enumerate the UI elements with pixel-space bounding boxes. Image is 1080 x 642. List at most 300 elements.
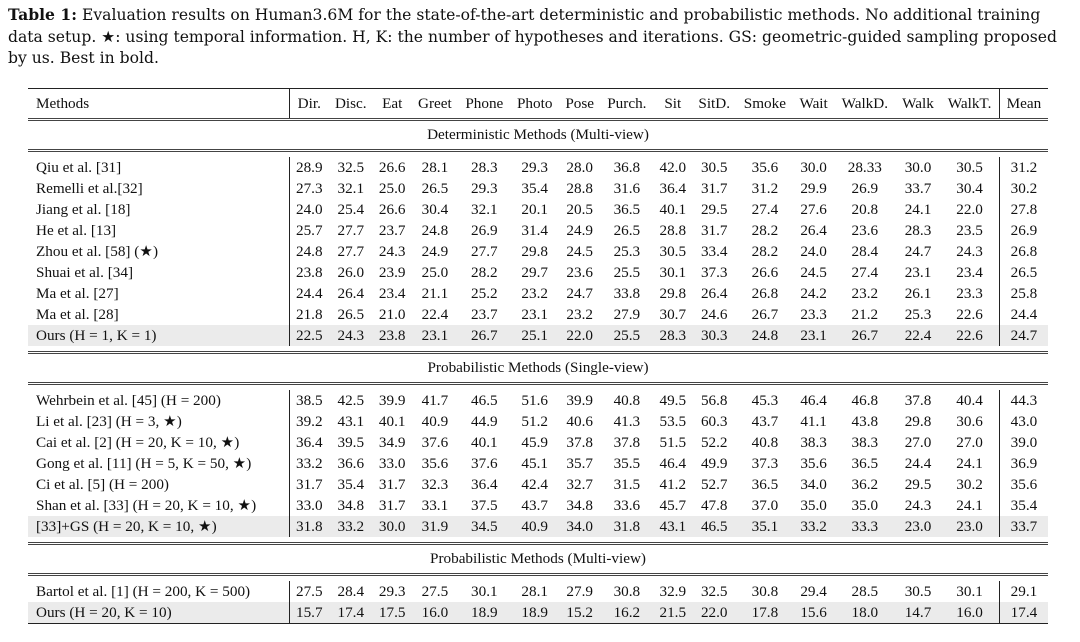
value-cell: 43.7 <box>751 413 779 430</box>
value-cell: 26.6 <box>378 201 406 218</box>
value-cell: 23.2 <box>521 285 548 302</box>
value-cell: 43.0 <box>999 411 1048 432</box>
table-row-ours <box>28 516 1048 537</box>
results-table <box>28 88 1048 624</box>
value-cell: 35.4 <box>521 180 548 197</box>
value-cell: 37.6 <box>421 434 449 451</box>
value-cell: 46.8 <box>851 392 879 409</box>
value-cell: 35.6 <box>800 455 827 472</box>
value-cell: 29.8 <box>659 285 687 302</box>
value-cell: 25.1 <box>510 325 559 346</box>
value-cell: 27.8 <box>999 199 1048 220</box>
value-cell: 29.7 <box>521 264 548 281</box>
value-cell: 25.3 <box>904 306 932 323</box>
method-cell: Bartol et al. [1] (H = 200, K = 500) <box>28 581 290 602</box>
value-cell: 31.6 <box>613 180 641 197</box>
method-cell: Wehrbein et al. [45] (H = 200) <box>28 390 290 411</box>
value-cell: 24.1 <box>956 455 983 472</box>
value-cell: 30.1 <box>956 583 983 600</box>
value-cell: 29.5 <box>700 201 728 218</box>
value-cell: 25.3 <box>613 243 641 260</box>
table-row <box>28 495 1048 516</box>
value-cell: 45.7 <box>659 497 687 514</box>
value-cell: 26.5 <box>613 222 641 239</box>
value-cell: 30.5 <box>700 159 728 176</box>
value-cell: 23.3 <box>800 306 827 323</box>
value-cell: 30.5 <box>904 583 932 600</box>
value-cell: 29.8 <box>904 413 932 430</box>
value-cell: 27.4 <box>751 201 779 218</box>
value-cell: 18.9 <box>458 602 510 624</box>
table-row-ours <box>28 602 1048 624</box>
value-cell: 43.1 <box>337 413 365 430</box>
value-cell: 46.5 <box>471 392 498 409</box>
method-cell: Shan et al. [33] (H = 20, K = 10, ★) <box>28 495 290 516</box>
value-cell: 23.1 <box>411 325 458 346</box>
value-cell: 39.2 <box>295 413 323 430</box>
value-cell: 35.0 <box>851 497 879 514</box>
value-cell: 36.5 <box>851 455 879 472</box>
value-cell: 24.5 <box>800 264 827 281</box>
value-cell: 30.0 <box>800 159 827 176</box>
value-cell: 27.0 <box>956 434 983 451</box>
value-cell: 27.5 <box>421 583 449 600</box>
value-cell: 16.0 <box>940 602 999 624</box>
value-cell: 37.0 <box>751 497 779 514</box>
value-cell: 33.0 <box>295 497 323 514</box>
value-cell: 24.7 <box>999 325 1048 346</box>
value-cell: 44.9 <box>471 413 498 430</box>
value-cell: 30.8 <box>613 583 641 600</box>
value-cell: 29.8 <box>521 243 548 260</box>
value-cell: 23.2 <box>851 285 879 302</box>
value-cell: 31.7 <box>700 180 728 197</box>
value-cell: 28.2 <box>751 222 779 239</box>
value-cell: 24.2 <box>800 285 827 302</box>
value-cell: 26.8 <box>999 241 1048 262</box>
value-cell: 39.0 <box>999 432 1048 453</box>
value-cell: 36.4 <box>659 180 687 197</box>
value-cell: 21.1 <box>421 285 449 302</box>
value-cell: 23.1 <box>521 306 548 323</box>
value-cell: 22.4 <box>896 325 940 346</box>
value-cell: 26.7 <box>834 325 896 346</box>
caption-text: Evaluation results on Human3.6M for the state-of-the-art deterministic and probabilistic methods. No additional training data setup. ★: using temporal information. H, K: the number of hypotheses and iterations. GS: geometric-guided sampling proposed by us. Best in bold. <box>8 6 1057 67</box>
value-cell: 31.2 <box>999 157 1048 178</box>
value-cell: 51.2 <box>521 413 548 430</box>
value-cell: 40.9 <box>510 516 559 537</box>
value-cell: 23.1 <box>793 325 834 346</box>
value-cell: 30.2 <box>999 178 1048 199</box>
value-cell: 36.5 <box>613 201 641 218</box>
method-cell: He et al. [13] <box>28 220 290 241</box>
value-cell: 31.9 <box>411 516 458 537</box>
value-cell: 41.2 <box>659 476 687 493</box>
value-cell: 35.0 <box>800 497 827 514</box>
value-cell: 16.0 <box>411 602 458 624</box>
value-cell: 23.5 <box>956 222 983 239</box>
value-cell: 40.1 <box>471 434 498 451</box>
method-cell: Shuai et al. [34] <box>28 262 290 283</box>
value-cell: 24.4 <box>999 304 1048 325</box>
value-cell: 31.7 <box>378 476 406 493</box>
value-cell: 27.9 <box>566 583 593 600</box>
value-cell: 41.3 <box>613 413 641 430</box>
value-cell: 24.0 <box>295 201 323 218</box>
value-cell: 28.8 <box>659 222 687 239</box>
value-cell: 30.8 <box>751 583 779 600</box>
value-cell: 23.9 <box>378 264 406 281</box>
column-header: SitD. <box>698 95 731 112</box>
value-cell: 18.0 <box>834 602 896 624</box>
value-cell: 36.2 <box>851 476 879 493</box>
section-title: Probabilistic Methods (Multi-view) <box>28 544 1048 575</box>
value-cell: 38.5 <box>295 392 323 409</box>
value-cell: 24.3 <box>956 243 983 260</box>
value-cell: 23.8 <box>373 325 411 346</box>
value-cell: 31.8 <box>290 516 329 537</box>
value-cell: 14.7 <box>896 602 940 624</box>
value-cell: 28.5 <box>851 583 879 600</box>
column-header: Smoke <box>743 95 786 112</box>
value-cell: 28.1 <box>521 583 548 600</box>
value-cell: 35.7 <box>566 455 593 472</box>
column-header: Greet <box>418 95 452 112</box>
table-row <box>28 178 1048 199</box>
value-cell: 17.4 <box>999 602 1048 624</box>
value-cell: 26.0 <box>337 264 365 281</box>
value-cell: 34.8 <box>566 497 593 514</box>
value-cell: 28.4 <box>337 583 365 600</box>
table-row <box>28 241 1048 262</box>
method-cell: Qiu et al. [31] <box>28 157 290 178</box>
value-cell: 42.0 <box>659 159 687 176</box>
table-row <box>28 157 1048 178</box>
value-cell: 27.7 <box>337 222 365 239</box>
value-cell: 41.1 <box>800 413 827 430</box>
column-header: Sit <box>664 95 682 112</box>
value-cell: 28.2 <box>471 264 498 281</box>
value-cell: 52.2 <box>700 434 728 451</box>
method-cell: Remelli et al.[32] <box>28 178 290 199</box>
value-cell: 26.6 <box>378 159 406 176</box>
value-cell: 34.8 <box>337 497 365 514</box>
value-cell: 35.5 <box>613 455 641 472</box>
value-cell: 20.1 <box>521 201 548 218</box>
table-body <box>28 120 1048 624</box>
value-cell: 39.9 <box>566 392 593 409</box>
value-cell: 31.7 <box>378 497 406 514</box>
value-cell: 22.5 <box>290 325 329 346</box>
table-row <box>28 411 1048 432</box>
value-cell: 24.0 <box>800 243 827 260</box>
value-cell: 23.0 <box>896 516 940 537</box>
value-cell: 37.5 <box>471 497 498 514</box>
value-cell: 37.8 <box>904 392 932 409</box>
value-cell: 24.9 <box>421 243 449 260</box>
value-cell: 32.3 <box>421 476 449 493</box>
value-cell: 28.1 <box>421 159 449 176</box>
method-cell: Ci et al. [5] (H = 200) <box>28 474 290 495</box>
value-cell: 15.6 <box>793 602 834 624</box>
value-cell: 43.7 <box>521 497 548 514</box>
value-cell: 26.5 <box>337 306 365 323</box>
value-cell: 45.1 <box>521 455 548 472</box>
value-cell: 24.4 <box>295 285 323 302</box>
value-cell: 32.5 <box>700 583 728 600</box>
value-cell: 23.6 <box>851 222 879 239</box>
value-cell: 33.3 <box>834 516 896 537</box>
value-cell: 27.4 <box>851 264 879 281</box>
value-cell: 26.9 <box>851 180 879 197</box>
table-row <box>28 262 1048 283</box>
value-cell: 38.3 <box>851 434 879 451</box>
value-cell: 21.8 <box>295 306 323 323</box>
section-title-row <box>28 353 1048 384</box>
value-cell: 22.6 <box>956 306 983 323</box>
value-cell: 27.7 <box>337 243 365 260</box>
value-cell: 24.7 <box>566 285 593 302</box>
value-cell: 23.4 <box>956 264 983 281</box>
section-title-row <box>28 544 1048 575</box>
value-cell: 28.8 <box>566 180 593 197</box>
value-cell: 29.1 <box>999 581 1048 602</box>
value-cell: 60.3 <box>700 413 728 430</box>
table-row <box>28 453 1048 474</box>
value-cell: 56.8 <box>700 392 728 409</box>
value-cell: 41.7 <box>421 392 449 409</box>
column-header: Disc. <box>334 95 367 112</box>
value-cell: 32.1 <box>337 180 365 197</box>
value-cell: 40.8 <box>613 392 641 409</box>
caption-label: Table 1: <box>8 5 77 24</box>
value-cell: 33.8 <box>613 285 641 302</box>
value-cell: 30.1 <box>471 583 498 600</box>
value-cell: 39.9 <box>378 392 406 409</box>
method-cell: Ours (H = 20, K = 10) <box>28 602 290 624</box>
section-title-row <box>28 120 1048 151</box>
value-cell: 23.3 <box>956 285 983 302</box>
value-cell: 17.5 <box>373 602 411 624</box>
value-cell: 28.9 <box>295 159 323 176</box>
value-cell: 28.2 <box>751 243 779 260</box>
value-cell: 37.3 <box>751 455 779 472</box>
value-cell: 38.3 <box>800 434 827 451</box>
value-cell: 37.3 <box>700 264 728 281</box>
value-cell: 30.5 <box>956 159 983 176</box>
value-cell: 29.5 <box>904 476 932 493</box>
value-cell: 23.1 <box>904 264 932 281</box>
value-cell: 20.8 <box>851 201 879 218</box>
method-cell: Zhou et al. [58] (★) <box>28 241 290 262</box>
table-row <box>28 390 1048 411</box>
value-cell: 44.3 <box>999 390 1048 411</box>
value-cell: 28.3 <box>654 325 692 346</box>
value-cell: 21.5 <box>654 602 692 624</box>
column-header: WalkD. <box>841 95 889 112</box>
value-cell: 32.5 <box>337 159 365 176</box>
value-cell: 49.5 <box>659 392 687 409</box>
value-cell: 36.9 <box>999 453 1048 474</box>
value-cell: 30.7 <box>659 306 687 323</box>
value-cell: 23.4 <box>378 285 406 302</box>
section-title: Deterministic Methods (Multi-view) <box>28 120 1048 151</box>
value-cell: 24.4 <box>904 455 932 472</box>
value-cell: 30.3 <box>692 325 736 346</box>
value-cell: 27.0 <box>904 434 932 451</box>
value-cell: 46.4 <box>800 392 827 409</box>
table-row <box>28 220 1048 241</box>
value-cell: 30.0 <box>904 159 932 176</box>
value-cell: 33.6 <box>613 497 641 514</box>
value-cell: 25.0 <box>421 264 449 281</box>
value-cell: 26.7 <box>458 325 510 346</box>
value-cell: 31.7 <box>295 476 323 493</box>
value-cell: 26.9 <box>999 220 1048 241</box>
value-cell: 23.0 <box>940 516 999 537</box>
value-cell: 45.3 <box>751 392 779 409</box>
value-cell: 33.2 <box>793 516 834 537</box>
value-cell: 51.6 <box>521 392 548 409</box>
value-cell: 32.1 <box>471 201 498 218</box>
value-cell: 34.9 <box>378 434 406 451</box>
value-cell: 15.7 <box>290 602 329 624</box>
column-header: Phone <box>465 95 504 112</box>
value-cell: 35.6 <box>421 455 449 472</box>
value-cell: 35.6 <box>999 474 1048 495</box>
value-cell: 23.7 <box>471 306 498 323</box>
table-row <box>28 283 1048 304</box>
value-cell: 24.8 <box>736 325 793 346</box>
table-row <box>28 199 1048 220</box>
value-cell: 32.9 <box>659 583 687 600</box>
column-header: Purch. <box>607 95 647 112</box>
table-caption <box>8 4 1076 70</box>
value-cell: 52.7 <box>700 476 728 493</box>
value-cell: 21.2 <box>851 306 879 323</box>
value-cell: 24.7 <box>904 243 932 260</box>
value-cell: 21.0 <box>378 306 406 323</box>
method-cell: Ma et al. [27] <box>28 283 290 304</box>
value-cell: 31.7 <box>700 222 728 239</box>
value-cell: 30.4 <box>956 180 983 197</box>
value-cell: 27.9 <box>613 306 641 323</box>
value-cell: 26.4 <box>800 222 827 239</box>
value-cell: 34.0 <box>800 476 827 493</box>
value-cell: 31.5 <box>613 476 641 493</box>
value-cell: 33.2 <box>295 455 323 472</box>
value-cell: 30.2 <box>956 476 983 493</box>
value-cell: 24.1 <box>956 497 983 514</box>
table-row-ours <box>28 325 1048 346</box>
value-cell: 43.8 <box>851 413 879 430</box>
value-cell: 25.4 <box>337 201 365 218</box>
value-cell: 29.3 <box>378 583 406 600</box>
value-cell: 24.3 <box>329 325 373 346</box>
value-cell: 26.9 <box>471 222 498 239</box>
value-cell: 30.6 <box>956 413 983 430</box>
value-cell: 24.3 <box>904 497 932 514</box>
value-cell: 36.8 <box>613 159 641 176</box>
value-cell: 22.0 <box>692 602 736 624</box>
value-cell: 26.1 <box>904 285 932 302</box>
value-cell: 27.7 <box>471 243 498 260</box>
value-cell: 26.5 <box>421 180 449 197</box>
value-cell: 31.4 <box>521 222 548 239</box>
value-cell: 25.0 <box>378 180 406 197</box>
value-cell: 36.6 <box>337 455 365 472</box>
value-cell: 35.4 <box>999 495 1048 516</box>
value-cell: 30.0 <box>373 516 411 537</box>
value-cell: 28.3 <box>471 159 498 176</box>
value-cell: 29.9 <box>800 180 827 197</box>
value-cell: 40.4 <box>956 392 983 409</box>
value-cell: 23.2 <box>566 306 593 323</box>
value-cell: 22.4 <box>421 306 449 323</box>
value-cell: 20.5 <box>566 201 593 218</box>
value-cell: 45.9 <box>521 434 548 451</box>
value-cell: 24.8 <box>295 243 323 260</box>
value-cell: 28.33 <box>847 159 882 176</box>
column-header: Dir. <box>297 95 321 112</box>
value-cell: 36.4 <box>471 476 498 493</box>
value-cell: 24.5 <box>566 243 593 260</box>
value-cell: 42.4 <box>521 476 548 493</box>
value-cell: 53.5 <box>659 413 687 430</box>
method-cell: Gong et al. [11] (H = 5, K = 50, ★) <box>28 453 290 474</box>
value-cell: 34.0 <box>559 516 600 537</box>
value-cell: 40.1 <box>659 201 687 218</box>
header-row <box>28 89 1048 120</box>
value-cell: 35.4 <box>337 476 365 493</box>
value-cell: 28.4 <box>851 243 879 260</box>
value-cell: 47.8 <box>700 497 728 514</box>
value-cell: 35.6 <box>751 159 779 176</box>
value-cell: 27.3 <box>295 180 323 197</box>
value-cell: 30.5 <box>659 243 687 260</box>
value-cell: 24.6 <box>700 306 728 323</box>
value-cell: 25.5 <box>613 264 641 281</box>
value-cell: 15.2 <box>559 602 600 624</box>
value-cell: 30.1 <box>659 264 687 281</box>
value-cell: 46.5 <box>692 516 736 537</box>
value-cell: 43.1 <box>654 516 692 537</box>
column-header: Photo <box>516 95 553 112</box>
value-cell: 25.7 <box>295 222 323 239</box>
value-cell: 27.6 <box>800 201 827 218</box>
value-cell: 29.4 <box>800 583 827 600</box>
value-cell: 40.1 <box>378 413 406 430</box>
value-cell: 22.6 <box>940 325 999 346</box>
method-cell: Ma et al. [28] <box>28 304 290 325</box>
value-cell: 33.4 <box>700 243 728 260</box>
value-cell: 29.3 <box>521 159 548 176</box>
value-cell: 36.4 <box>295 434 323 451</box>
value-cell: 28.3 <box>904 222 932 239</box>
value-cell: 18.9 <box>510 602 559 624</box>
value-cell: 23.7 <box>378 222 406 239</box>
value-cell: 34.5 <box>458 516 510 537</box>
value-cell: 24.3 <box>378 243 406 260</box>
method-cell: Cai et al. [2] (H = 20, K = 10, ★) <box>28 432 290 453</box>
method-cell: [33]+GS (H = 20, K = 10, ★) <box>28 516 290 537</box>
value-cell: 23.6 <box>566 264 593 281</box>
method-cell: Jiang et al. [18] <box>28 199 290 220</box>
value-cell: 31.2 <box>751 180 779 197</box>
value-cell: 37.8 <box>613 434 641 451</box>
value-cell: 26.8 <box>751 285 779 302</box>
value-cell: 33.0 <box>378 455 406 472</box>
